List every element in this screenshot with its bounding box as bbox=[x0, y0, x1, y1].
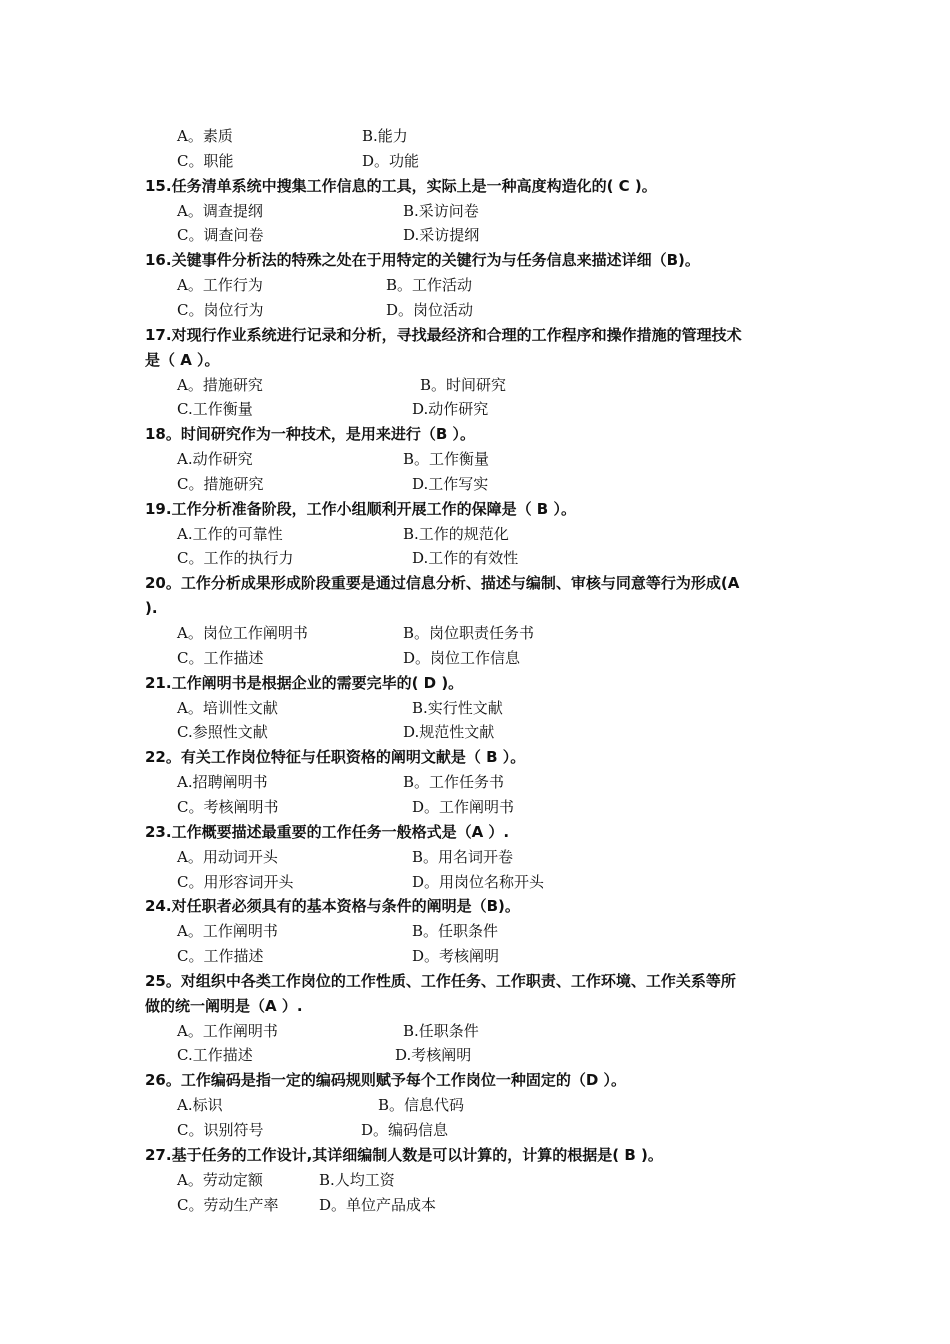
option-left: A。工作阐明书 bbox=[177, 922, 278, 941]
answer-options bbox=[177, 845, 514, 870]
option-left: A.动作研究 bbox=[177, 450, 253, 469]
option-right: D.工作的有效性 bbox=[412, 549, 519, 568]
option-left: C。用形容词开头 bbox=[177, 872, 294, 891]
option-left: A.标识 bbox=[177, 1096, 223, 1115]
answer-options bbox=[177, 696, 503, 721]
option-right: D。单位产品成本 bbox=[319, 1195, 437, 1214]
option-right: B.工作的规范化 bbox=[403, 524, 509, 543]
option-left: A。素质 bbox=[177, 127, 233, 145]
option-right: D。编码信息 bbox=[361, 1121, 449, 1139]
option-right: B。时间研究 bbox=[420, 375, 507, 394]
answer-options bbox=[177, 124, 408, 149]
answer-options bbox=[177, 1043, 472, 1068]
option-left: A。培训性文献 bbox=[177, 698, 278, 717]
option-left: C。劳动生产率 bbox=[177, 1195, 279, 1214]
question-text: 是（ A ）。 bbox=[145, 350, 220, 369]
option-right: B.采访问卷 bbox=[403, 201, 479, 220]
question-text: 18。时间研究作为一种技术，是用来进行（B ）。 bbox=[145, 425, 476, 444]
option-left: C。工作描述 bbox=[177, 648, 264, 667]
answer-options bbox=[177, 373, 507, 398]
answer-options bbox=[177, 447, 490, 472]
option-left: A。岗位工作阐明书 bbox=[177, 624, 308, 642]
answer-options bbox=[177, 546, 519, 571]
answer-options bbox=[177, 149, 420, 174]
option-left: A。调查提纲 bbox=[177, 201, 263, 220]
answer-options bbox=[177, 273, 473, 298]
option-right: B.任职条件 bbox=[403, 1021, 479, 1040]
question-text: 26。工作编码是指一定的编码规则赋予每个工作岗位一种固定的（D ）。 bbox=[145, 1071, 627, 1090]
option-right: D.考核阐明 bbox=[395, 1046, 472, 1065]
answer-options bbox=[177, 795, 515, 820]
option-left: A.工作的可靠性 bbox=[177, 524, 283, 543]
answer-options bbox=[177, 199, 479, 224]
option-right: B。信息代码 bbox=[378, 1096, 465, 1115]
answer-options bbox=[177, 298, 474, 323]
option-right: D.采访提纲 bbox=[403, 226, 480, 245]
answer-options bbox=[177, 1168, 395, 1193]
option-right: B。工作任务书 bbox=[403, 773, 505, 792]
question-text: 22。有关工作岗位特征与任职资格的阐明文献是（ B ）。 bbox=[145, 748, 526, 767]
answer-options bbox=[177, 1118, 449, 1143]
option-left: C。措施研究 bbox=[177, 474, 264, 493]
question-text: 16.关键事件分析法的特殊之处在于用特定的关键行为与任务信息来描述详细（B)。 bbox=[145, 251, 700, 270]
answer-options bbox=[177, 522, 509, 547]
answer-options bbox=[177, 1093, 465, 1118]
answer-options bbox=[177, 1019, 479, 1044]
question-text: ). bbox=[145, 599, 158, 618]
option-left: A。措施研究 bbox=[177, 375, 263, 394]
option-left: A.招聘阐明书 bbox=[177, 773, 268, 792]
option-left: C。调查问卷 bbox=[177, 226, 264, 245]
option-right: D.规范性文献 bbox=[403, 723, 495, 742]
question-text: 20。工作分析成果形成阶段重要是通过信息分析、描述与编制、审核与同意等行为形成(A bbox=[145, 574, 740, 593]
option-right: D。岗位活动 bbox=[386, 300, 474, 319]
option-right: B.人均工资 bbox=[319, 1170, 395, 1189]
option-right: B。工作衡量 bbox=[403, 450, 490, 469]
answer-options bbox=[177, 944, 500, 969]
option-right: D。岗位工作信息 bbox=[403, 648, 521, 667]
question-text: 23.工作概要描述最重要的工作任务一般格式是（A ）. bbox=[145, 822, 510, 841]
answer-options bbox=[177, 223, 480, 248]
option-left: C。工作的执行力 bbox=[177, 549, 294, 568]
question-text: 15.任务清单系统中搜集工作信息的工具，实际上是一种高度构造化的( C )。 bbox=[145, 176, 657, 195]
option-left: A。劳动定额 bbox=[177, 1170, 263, 1189]
option-left: C。职能 bbox=[177, 151, 234, 170]
option-right: D。工作阐明书 bbox=[412, 797, 515, 816]
option-left: C.参照性文献 bbox=[177, 723, 268, 742]
option-left: C。岗位行为 bbox=[177, 300, 264, 319]
question-text: 做的统一阐明是（A ）. bbox=[145, 996, 303, 1015]
answer-options bbox=[177, 870, 545, 895]
question-text: 17.对现行作业系统进行记录和分析，寻找最经济和合理的工作程序和操作措施的管理技术 bbox=[145, 325, 742, 344]
option-left: A。用动词开头 bbox=[177, 847, 278, 866]
option-right: B。用名词开卷 bbox=[412, 847, 514, 866]
question-text: 25。对组织中各类工作岗位的工作性质、工作任务、工作职责、工作环境、工作关系等所 bbox=[145, 971, 736, 990]
answer-options bbox=[177, 1193, 437, 1218]
option-right: D.动作研究 bbox=[412, 400, 489, 419]
answer-options bbox=[177, 646, 521, 671]
option-left: C。工作描述 bbox=[177, 947, 264, 966]
option-right: D.工作写实 bbox=[412, 474, 489, 493]
option-right: B。岗位职责任务书 bbox=[403, 624, 535, 642]
answer-options bbox=[177, 770, 505, 795]
option-left: C.工作描述 bbox=[177, 1046, 253, 1065]
answer-options bbox=[177, 621, 535, 646]
answer-options bbox=[177, 919, 499, 944]
option-left: A。工作行为 bbox=[177, 276, 263, 295]
option-right: B.能力 bbox=[362, 127, 408, 145]
option-right: D。功能 bbox=[362, 151, 420, 170]
answer-options bbox=[177, 720, 495, 745]
answer-options bbox=[177, 397, 489, 422]
question-text: 24.对任职者必须具有的基本资格与条件的阐明是（B)。 bbox=[145, 897, 520, 916]
option-left: C.工作衡量 bbox=[177, 400, 253, 419]
option-left: C。考核阐明书 bbox=[177, 797, 279, 816]
option-right: B。任职条件 bbox=[412, 922, 499, 941]
option-right: B。工作活动 bbox=[386, 276, 473, 295]
option-right: D。考核阐明 bbox=[412, 947, 500, 966]
question-text: 21.工作阐明书是根据企业的需要完毕的( D )。 bbox=[145, 673, 464, 692]
answer-options bbox=[177, 472, 489, 497]
question-text: 19.工作分析准备阶段，工作小组顺利开展工作的保障是（ B ）。 bbox=[145, 499, 576, 518]
option-right: B.实行性文献 bbox=[412, 698, 503, 717]
option-left: C。识别符号 bbox=[177, 1121, 264, 1139]
question-text: 27.基于任务的工作设计,其详细编制人数是可以计算的，计算的根据是( B )。 bbox=[145, 1145, 663, 1164]
option-right: D。用岗位名称开头 bbox=[412, 872, 545, 891]
option-left: A。工作阐明书 bbox=[177, 1021, 278, 1040]
